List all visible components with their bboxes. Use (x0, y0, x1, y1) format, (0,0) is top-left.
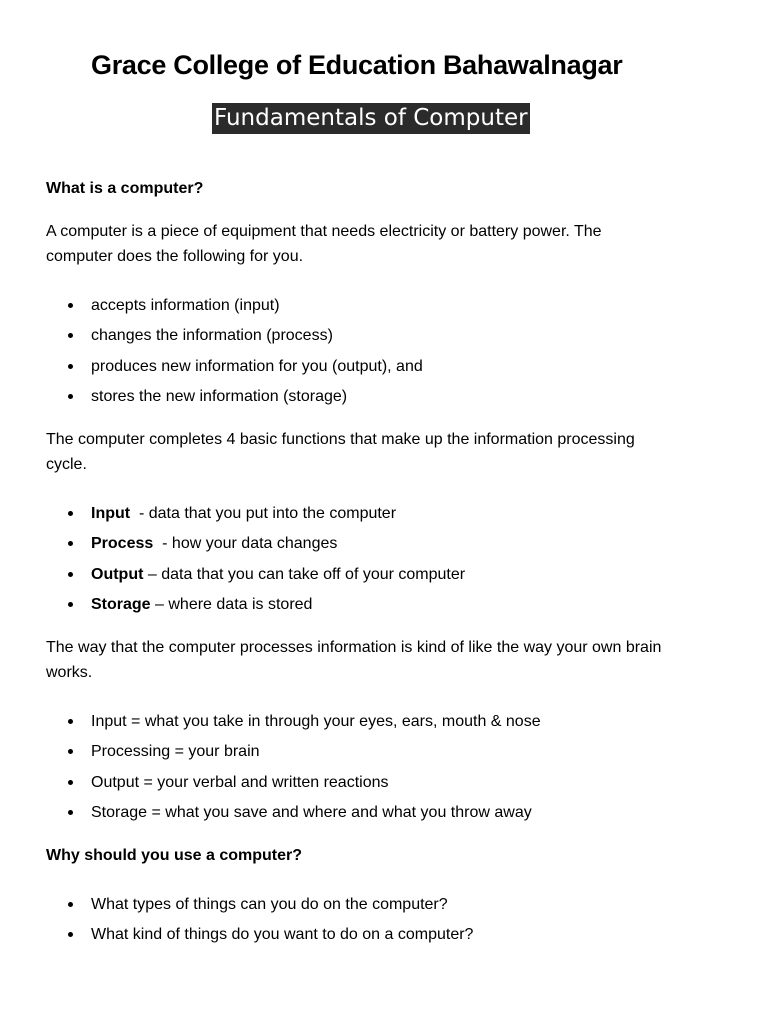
list-brain-analogy (46, 709, 541, 830)
bullet-icon (68, 810, 73, 815)
bullet-icon (68, 541, 73, 546)
bullet-icon (68, 602, 73, 607)
heading-why-use-computer: Why should you use a computer? (46, 847, 303, 864)
heading-what-is-computer: What is a computer? (46, 180, 204, 197)
list-item: stores the new information (storage) (46, 384, 423, 414)
list-item: What types of things can you do on the computer? (46, 892, 473, 922)
list-item: Output = your verbal and written reactions (46, 770, 541, 800)
list-item: produces new information for you (output), and (46, 354, 423, 384)
list-item: Input - data that you put into the computer (46, 501, 465, 531)
list-item: changes the information (process) (46, 323, 423, 353)
list-why-use (46, 892, 473, 953)
list-item: accepts information (input) (46, 293, 423, 323)
list-computer-does (46, 293, 423, 414)
bullet-icon (68, 932, 73, 937)
bullet-icon (68, 719, 73, 724)
list-item: Process - how your data changes (46, 531, 465, 561)
list-item: What kind of things do you want to do on a computer? (46, 922, 473, 952)
bullet-icon (68, 511, 73, 516)
paragraph-basic-functions: The computer completes 4 basic functions that make up the information processing cycle. (46, 431, 635, 473)
bullet-icon (68, 333, 73, 338)
list-item: Input = what you take in through your eyes, ears, mouth & nose (46, 709, 541, 739)
list-item: Output – data that you can take off of your computer (46, 562, 465, 592)
list-item: Processing = your brain (46, 739, 541, 769)
list-item: Storage = what you save and where and what you throw away (46, 800, 541, 830)
course-subtitle: Fundamentals of Computer (212, 103, 530, 134)
list-processing-cycle (46, 501, 465, 622)
list-item: Storage – where data is stored (46, 592, 465, 622)
bullet-icon (68, 303, 73, 308)
paragraph-brain-analogy: The way that the computer processes information is kind of like the way your own brain works. (46, 639, 662, 681)
bullet-icon (68, 572, 73, 577)
bullet-icon (68, 394, 73, 399)
bullet-icon (68, 364, 73, 369)
bullet-icon (68, 902, 73, 907)
paragraph-what-is-computer: A computer is a piece of equipment that needs electricity or battery power. The computer does the following for you. (46, 223, 602, 265)
bullet-icon (68, 749, 73, 754)
bullet-icon (68, 780, 73, 785)
college-title: Grace College of Education Bahawalnagar (91, 50, 623, 80)
subtitle-wrap (212, 103, 530, 134)
